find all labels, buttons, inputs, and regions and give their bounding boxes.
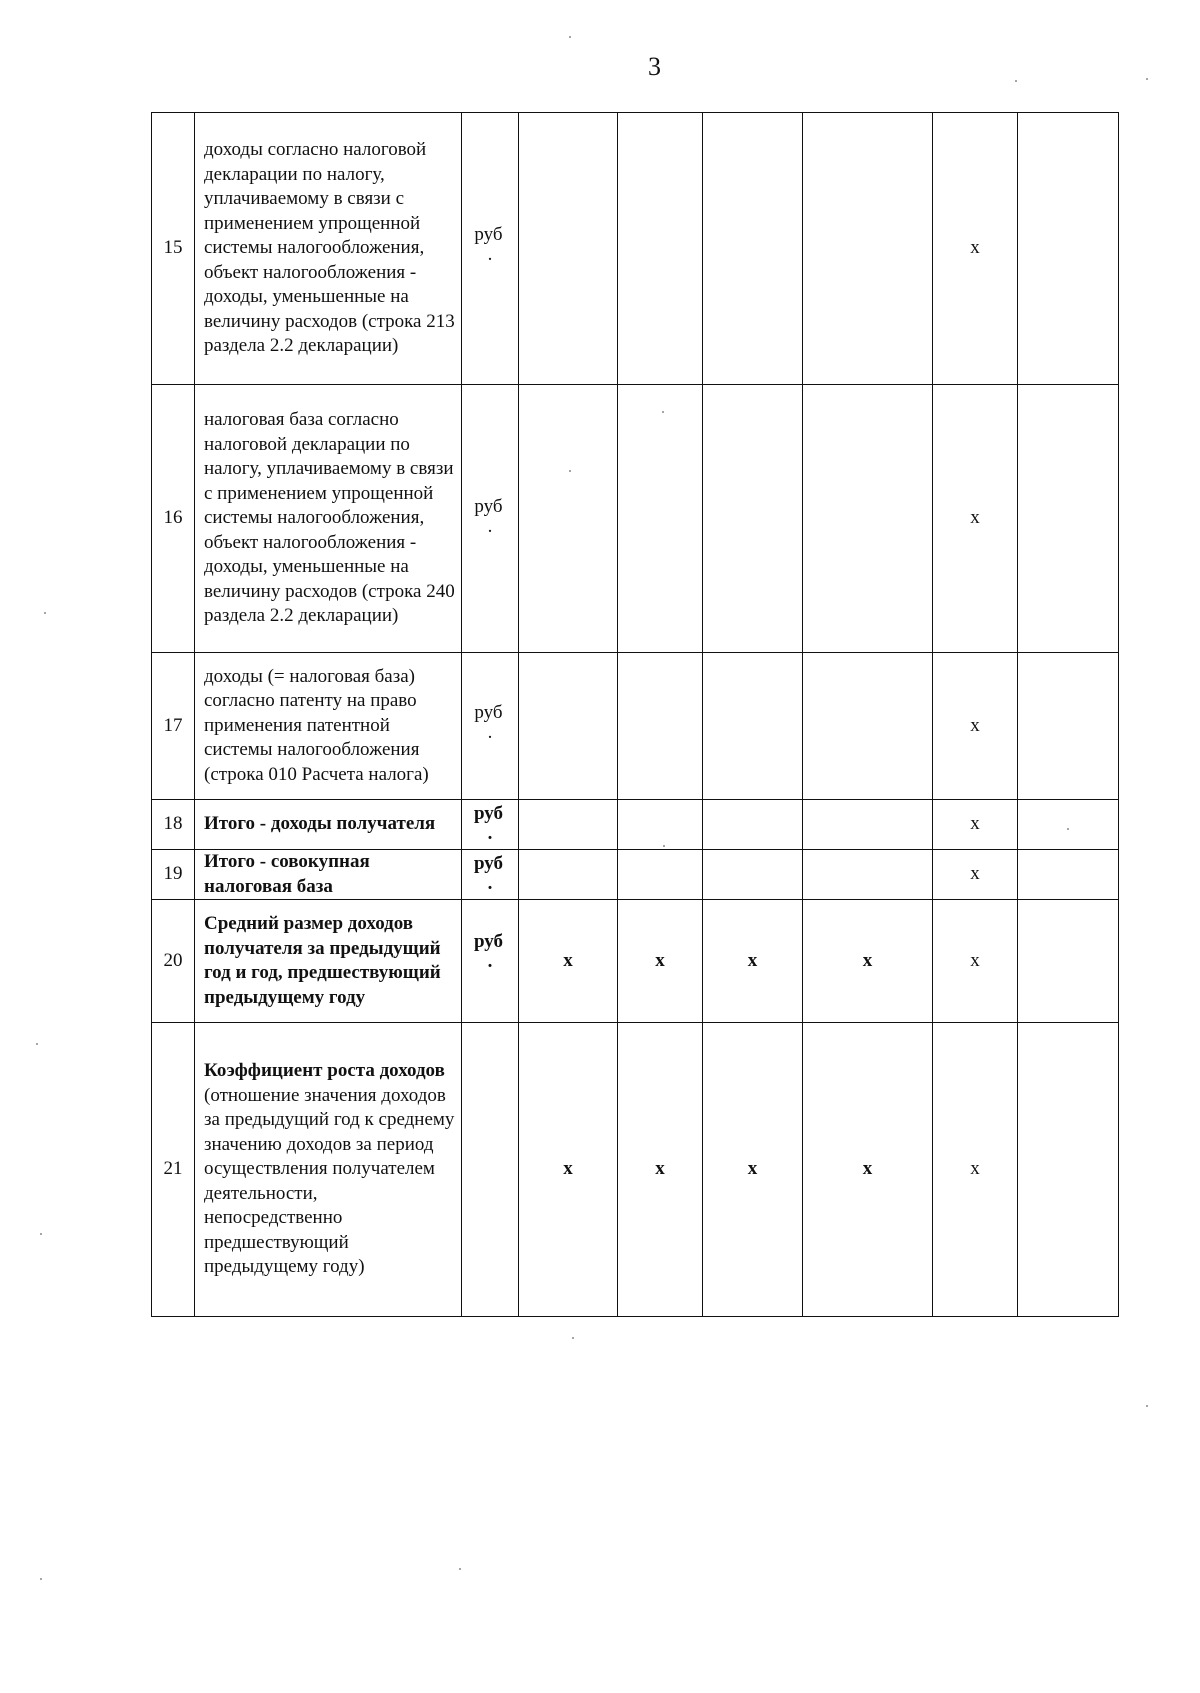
row-description-text: доходы согласно налоговой декларации по налогу, уплачиваемому в связи с применением упрощенной системы налогообложения, объект налогообложения - доходы, уменьшенные на величину расходов (строка 213 раздела 2.2 декларации) <box>204 139 455 357</box>
mark-cell: x <box>933 800 1018 850</box>
row-unit <box>462 385 519 653</box>
unit-dot: . <box>487 950 493 972</box>
income-table <box>151 112 1119 1317</box>
mark-cell: x <box>933 1023 1018 1317</box>
table-row <box>152 113 1119 385</box>
row-description <box>195 850 462 900</box>
mark-cell <box>803 113 933 385</box>
mark-cell: x <box>803 1023 933 1317</box>
mark-cell: x <box>933 850 1018 900</box>
row-number: 19 <box>152 850 195 900</box>
mark-cell <box>1018 800 1119 850</box>
row-unit <box>462 1023 519 1317</box>
mark-cell <box>703 653 803 800</box>
mark-cell <box>803 800 933 850</box>
row-number: 21 <box>152 1023 195 1317</box>
row-number: 15 <box>152 113 195 385</box>
table-row <box>152 1023 1119 1317</box>
mark-cell <box>1018 385 1119 653</box>
mark-cell <box>618 800 703 850</box>
row-unit <box>462 800 519 850</box>
mark-cell <box>519 113 618 385</box>
mark-cell <box>1018 850 1119 900</box>
mark-cell <box>1018 113 1119 385</box>
row-number: 16 <box>152 385 195 653</box>
mark-cell: x <box>933 900 1018 1023</box>
unit-dot: . <box>487 721 493 743</box>
mark-cell <box>618 850 703 900</box>
row-description-bold: Средний размер доходов получателя за предыдущий год и год, предшествующий предыдущему году <box>204 913 441 1008</box>
mark-cell: x <box>519 900 618 1023</box>
unit-dot: . <box>487 822 493 844</box>
mark-cell: x <box>703 1023 803 1317</box>
mark-cell <box>519 800 618 850</box>
mark-cell: x <box>618 1023 703 1317</box>
mark-cell <box>618 653 703 800</box>
mark-cell <box>618 113 703 385</box>
mark-cell: x <box>933 113 1018 385</box>
mark-cell <box>703 850 803 900</box>
mark-cell <box>519 385 618 653</box>
unit-label: руб <box>473 931 504 952</box>
unit-dot: . <box>487 243 493 265</box>
page-number: 3 <box>648 52 661 81</box>
row-description-text: налоговая база согласно налоговой декларации по налогу, уплачиваемому в связи с применением упрощенной системы налогообложения, объект налогообложения - доходы, уменьшенные на величину расходов (строка 240 раздела 2.2 декларации) <box>204 409 455 627</box>
table-row <box>152 653 1119 800</box>
row-description-bold: Коэффициент роста доходов <box>204 1060 445 1082</box>
mark-cell: x <box>703 900 803 1023</box>
unit-label: руб <box>474 496 503 517</box>
unit-label: руб <box>473 853 504 874</box>
row-description-bold: Итого - доходы получателя <box>204 813 436 835</box>
mark-cell <box>1018 653 1119 800</box>
mark-cell <box>1018 1023 1119 1317</box>
mark-cell <box>1018 900 1119 1023</box>
mark-cell <box>519 850 618 900</box>
row-description <box>195 900 462 1023</box>
table-row <box>152 850 1119 900</box>
mark-cell <box>803 850 933 900</box>
unit-dot: . <box>487 872 493 894</box>
mark-cell <box>703 385 803 653</box>
table-row <box>152 800 1119 850</box>
mark-cell <box>703 800 803 850</box>
mark-cell <box>618 385 703 653</box>
mark-cell <box>519 653 618 800</box>
unit-label: руб <box>473 803 504 824</box>
row-description-text: (отношение значения доходов за предыдущий год к среднему значению доходов за период осуществления получателем деятельности, непосредственно предшествующий предыдущему году) <box>204 1084 455 1278</box>
mark-cell <box>803 385 933 653</box>
mark-cell: x <box>803 900 933 1023</box>
row-description-text: доходы (= налоговая база) согласно патенту на право применения патентной системы налогообложения (строка 010 Расчета налога) <box>204 665 429 785</box>
row-unit <box>462 113 519 385</box>
row-description-bold: Итого - совокупная налоговая база <box>204 851 370 897</box>
mark-cell <box>703 113 803 385</box>
row-description <box>195 800 462 850</box>
row-number: 18 <box>152 800 195 850</box>
row-unit <box>462 653 519 800</box>
mark-cell: x <box>618 900 703 1023</box>
row-description <box>195 1023 462 1317</box>
row-description <box>195 653 462 800</box>
row-description <box>195 385 462 653</box>
unit-label: руб <box>474 224 503 245</box>
row-number: 17 <box>152 653 195 800</box>
unit-dot: . <box>487 515 493 537</box>
mark-cell: x <box>519 1023 618 1317</box>
table-row <box>152 900 1119 1023</box>
row-unit <box>462 850 519 900</box>
mark-cell: x <box>933 385 1018 653</box>
mark-cell: x <box>933 653 1018 800</box>
mark-cell <box>803 653 933 800</box>
row-description <box>195 113 462 385</box>
row-number: 20 <box>152 900 195 1023</box>
unit-label: руб <box>474 702 503 723</box>
row-unit <box>462 900 519 1023</box>
table-row <box>152 385 1119 653</box>
